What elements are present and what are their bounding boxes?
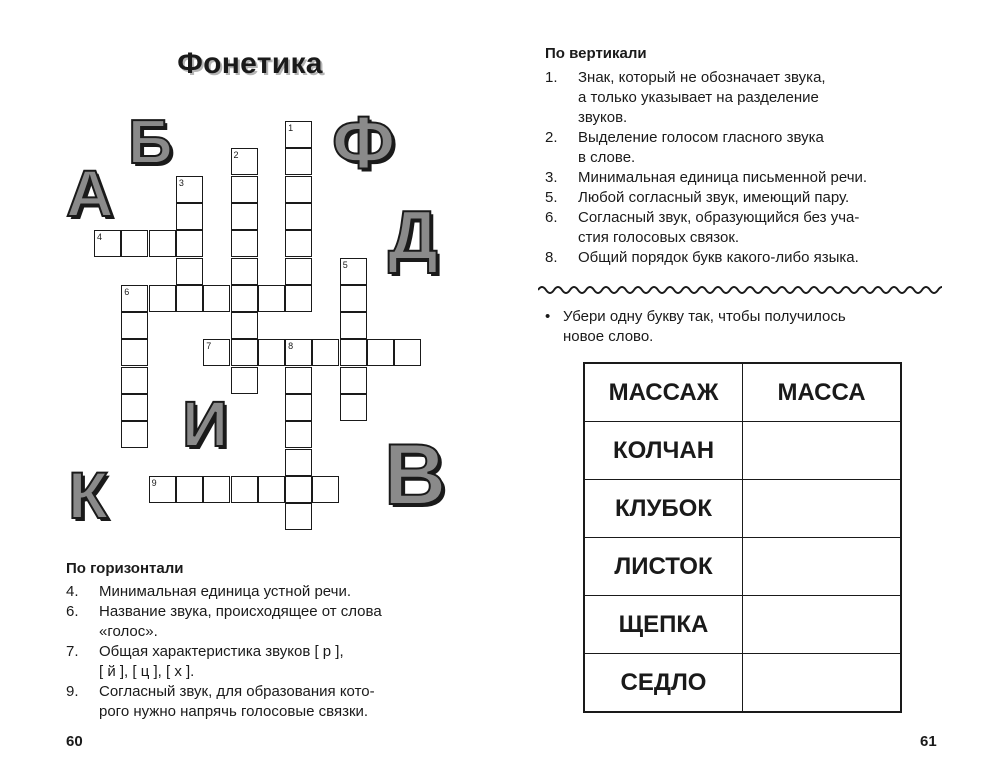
crossword-cell[interactable]: [149, 285, 176, 312]
bullet-icon: •: [545, 308, 551, 325]
crossword-cell[interactable]: [285, 503, 312, 530]
clue-number: 3.: [545, 169, 558, 186]
crossword-cell[interactable]: [231, 230, 258, 257]
crossword-cell[interactable]: [231, 148, 258, 175]
down-clue-list: [545, 68, 945, 268]
table-row: [584, 538, 901, 596]
word-cell: ЛИСТОК: [584, 538, 743, 596]
clue-text: Согласный звук, образующийся без уча- стия голосовых связок.: [578, 209, 860, 246]
decor-letter-a: А: [66, 156, 114, 230]
table-row: [584, 363, 901, 422]
crossword-cell[interactable]: [394, 339, 421, 366]
crossword-cell[interactable]: [285, 258, 312, 285]
crossword-cell-number: 4: [97, 232, 103, 243]
answer-cell[interactable]: [743, 596, 902, 654]
answer-cell[interactable]: [743, 538, 902, 596]
across-clue: [66, 642, 456, 682]
decor-letter-i: И: [182, 388, 228, 460]
crossword-cell[interactable]: [285, 394, 312, 421]
crossword-cell[interactable]: [231, 258, 258, 285]
answer-cell[interactable]: [743, 480, 902, 538]
word-cell: ЩЕПКА: [584, 596, 743, 654]
clue-number: 1.: [545, 69, 558, 86]
task-instruction: [545, 307, 963, 347]
crossword-cell[interactable]: [121, 230, 148, 257]
word-cell: КОЛЧАН: [584, 422, 743, 480]
crossword-cell[interactable]: [258, 476, 285, 503]
crossword-cell-number: 1: [288, 123, 294, 133]
crossword-cell[interactable]: [176, 230, 203, 257]
crossword-cell[interactable]: [312, 476, 339, 503]
down-clue: [545, 168, 945, 188]
decor-letter-k: К: [68, 458, 109, 532]
crossword-cell[interactable]: [340, 285, 367, 312]
crossword-cell[interactable]: [121, 312, 148, 339]
table-row: [584, 480, 901, 538]
crossword-cell[interactable]: [367, 339, 394, 366]
word-cell: СЕДЛО: [584, 654, 743, 713]
crossword-cell-number: 5: [342, 259, 348, 270]
crossword-cell[interactable]: [149, 476, 176, 503]
crossword-cell[interactable]: [176, 285, 203, 312]
crossword-cell[interactable]: [285, 148, 312, 175]
crossword-grid: [0, 0, 500, 560]
crossword-cell[interactable]: [121, 285, 148, 312]
clue-text: Общая характеристика звуков [ р ], [ й ], [ ц ], [ х ].: [99, 643, 344, 680]
wavy-divider: [538, 282, 942, 298]
word-cell: КЛУБОК: [584, 480, 743, 538]
clue-number: 5.: [545, 189, 558, 206]
crossword-cell[interactable]: [340, 367, 367, 394]
crossword-cell[interactable]: [231, 476, 258, 503]
crossword-cell[interactable]: [203, 476, 230, 503]
clue-text: Название звука, происходящее от слова «голос».: [99, 603, 382, 640]
crossword-cell[interactable]: [176, 258, 203, 285]
clue-text: Любой согласный звук, имеющий пару.: [578, 189, 850, 206]
clue-number: 7.: [66, 643, 79, 660]
answer-cell[interactable]: [743, 422, 902, 480]
down-clue: [545, 68, 945, 128]
clue-number: 9.: [66, 683, 79, 700]
crossword-cell[interactable]: [231, 339, 258, 366]
decor-letter-d: Д: [388, 196, 438, 274]
task-text: Убери одну букву так, чтобы получилось новое слово.: [563, 308, 846, 345]
crossword-cell[interactable]: [285, 449, 312, 476]
crossword-cell[interactable]: [94, 230, 121, 257]
crossword-cell[interactable]: [231, 367, 258, 394]
crossword-cell[interactable]: [285, 176, 312, 203]
across-clue: [66, 682, 456, 722]
crossword-cell[interactable]: [285, 285, 312, 312]
clue-number: 8.: [545, 249, 558, 266]
crossword-cell[interactable]: [285, 121, 312, 148]
table-row: [584, 596, 901, 654]
crossword-cell[interactable]: [203, 285, 230, 312]
table-row: [584, 654, 901, 713]
clue-text: Минимальная единица письменной речи.: [578, 169, 868, 186]
across-clue: [66, 582, 456, 602]
page-number-left: 60: [66, 733, 83, 750]
crossword-cell[interactable]: [285, 367, 312, 394]
crossword-cell[interactable]: [340, 339, 367, 366]
across-heading: По горизонтали: [66, 560, 184, 577]
decor-letter-b: Б: [128, 108, 173, 177]
crossword-cell[interactable]: [340, 312, 367, 339]
crossword-cell[interactable]: [285, 339, 312, 366]
clue-text: Согласный звук, для образования кото- рого нужно напрячь голосовые связки.: [99, 683, 375, 720]
crossword-cell[interactable]: [258, 285, 285, 312]
crossword-cell[interactable]: [340, 258, 367, 285]
crossword-cell[interactable]: [340, 394, 367, 421]
crossword-cell-number: 6: [124, 286, 130, 297]
crossword-cell[interactable]: [285, 476, 312, 503]
crossword-cell[interactable]: [231, 312, 258, 339]
crossword-cell[interactable]: [231, 203, 258, 230]
decor-letter-v: В: [384, 427, 447, 523]
word-cell: МАССАЖ: [584, 363, 743, 422]
crossword-cell[interactable]: [176, 176, 203, 203]
decor-letter-f: Ф: [332, 101, 396, 184]
crossword-cell-number: 7: [206, 341, 212, 352]
page-number-right: 61: [920, 733, 937, 750]
crossword-cell[interactable]: [121, 339, 148, 366]
down-clue: [545, 188, 945, 208]
word-table: [583, 362, 902, 713]
crossword-cell[interactable]: [258, 339, 285, 366]
crossword-cell-number: 9: [151, 477, 157, 488]
crossword-cell[interactable]: [176, 476, 203, 503]
clue-text: Выделение голосом гласного звука в слове.: [578, 129, 824, 166]
down-clue: [545, 208, 945, 248]
crossword-cell[interactable]: [285, 421, 312, 448]
page-title: Фонетика: [177, 47, 323, 80]
down-clue: [545, 128, 945, 168]
clue-text: Общий порядок букв какого-либо языка.: [578, 249, 859, 266]
crossword-cell[interactable]: [231, 285, 258, 312]
across-clue-list: [66, 582, 456, 722]
crossword-cell[interactable]: [231, 176, 258, 203]
crossword-cell[interactable]: [285, 203, 312, 230]
clue-number: 6.: [66, 603, 79, 620]
clue-text: Минимальная единица устной речи.: [99, 583, 352, 600]
crossword-cell[interactable]: [176, 203, 203, 230]
crossword-cell-number: 2: [233, 150, 239, 161]
answer-cell[interactable]: [743, 654, 902, 713]
crossword-cell-number: 3: [178, 177, 184, 188]
table-row: [584, 422, 901, 480]
crossword-cell[interactable]: [121, 421, 148, 448]
crossword-cell[interactable]: [121, 394, 148, 421]
clue-number: 2.: [545, 129, 558, 146]
clue-text: Знак, который не обозначает звука, а только указывает на разделение звуков.: [578, 69, 826, 126]
down-clue: [545, 248, 945, 268]
answer-cell[interactable]: МАССА: [743, 363, 902, 422]
clue-number: 6.: [545, 209, 558, 226]
crossword-cell[interactable]: [149, 230, 176, 257]
crossword-cell[interactable]: [312, 339, 339, 366]
across-clue: [66, 602, 456, 642]
crossword-cell-number: 8: [288, 341, 294, 352]
crossword-cell[interactable]: [121, 367, 148, 394]
crossword-cell[interactable]: [285, 230, 312, 257]
clue-number: 4.: [66, 583, 79, 600]
down-heading: По вертикали: [545, 45, 647, 62]
crossword-cell[interactable]: [203, 339, 230, 366]
